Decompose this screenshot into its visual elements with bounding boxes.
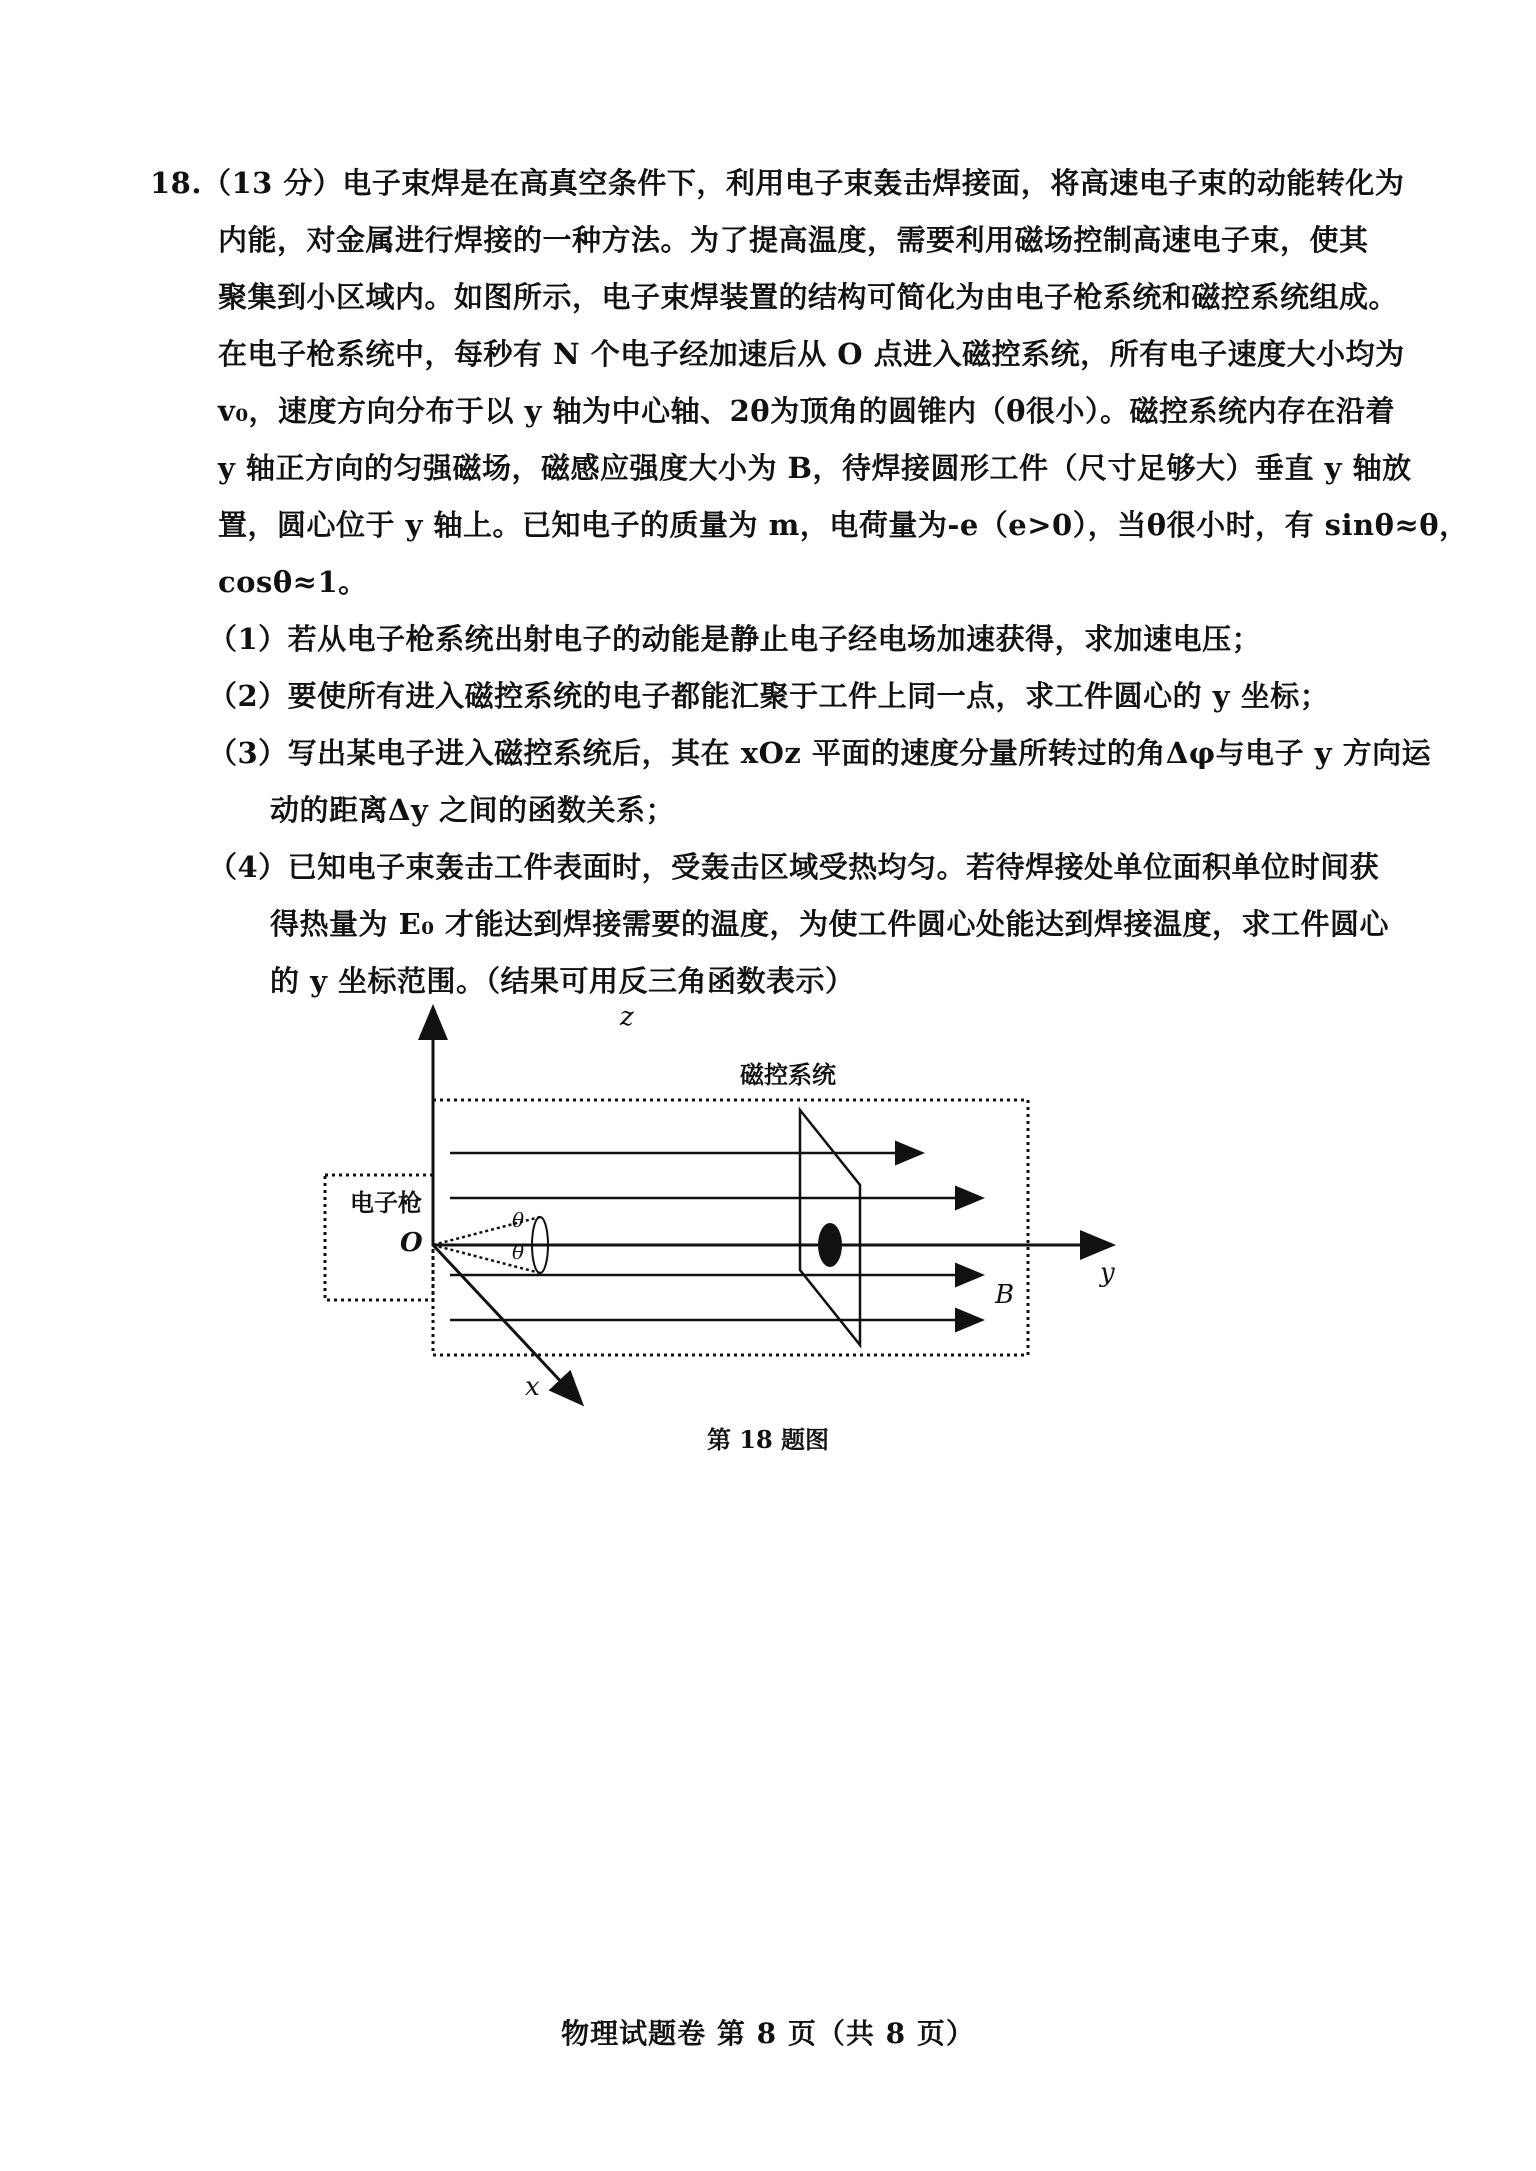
theta-lower-label: θ [512,1240,525,1264]
question-line: 内能，对金属进行焊接的一种方法。为了提高温度，需要利用磁场控制高速电子束，使其 [218,223,1369,257]
question-line: y 轴正方向的匀强磁场，磁感应强度大小为 B，待焊接圆形工件（尺寸足够大）垂直 y 轴放 [218,451,1412,485]
question-line: v₀，速度方向分布于以 y 轴为中心轴、2θ为顶角的圆锥内（θ很小）。磁控系统内存在沿着 [218,394,1395,428]
x-axis [433,1245,580,1402]
figure-18 [300,1000,1180,1470]
question-line: 置，圆心位于 y 轴上。已知电子的质量为 m，电荷量为-e（e>0），当θ很小时，有 sinθ≈θ， [218,508,1469,542]
subquestion-3-cont: 动的距离Δy 之间的函数关系； [270,793,675,827]
question-line: cosθ≈1。 [218,565,368,599]
question-line: 18.（13 分）电子束焊是在高真空条件下，利用电子束轰击焊接面，将高速电子束的动能转化为 [150,166,1405,200]
question-line: 聚集到小区域内。如图所示，电子束焊装置的结构可简化为由电子枪系统和磁控系统组成。 [218,280,1399,314]
figure-caption: 第 18 题图 [706,1425,830,1454]
magnetic-system-label: 磁控系统 [740,1060,836,1089]
subquestion-4-cont: 的 y 坐标范围。（结果可用反三角函数表示） [270,964,855,998]
theta-upper-label: θ [512,1208,525,1232]
z-axis-label: z [620,1002,634,1032]
page-footer: 物理试题卷 第 8 页（共 8 页） [561,2017,975,2050]
subquestion-1: （1）若从电子枪系统出射电子的动能是静止电子经电场加速获得，求加速电压； [208,622,1262,656]
electron-gun-label: 电子枪 [350,1188,422,1217]
y-axis-label: y [1100,1258,1115,1288]
subquestion-4: （4）已知电子束轰击工件表面时，受轰击区域受热均匀。若待焊接处单位面积单位时间获 [208,850,1380,884]
subquestion-4-cont: 得热量为 E₀ 才能达到焊接需要的温度，为使工件圆心处能达到焊接温度，求工件圆心 [270,907,1389,941]
focus-spot [818,1223,842,1267]
b-field-label: B [995,1280,1015,1310]
origin-label: O [400,1228,423,1258]
subquestion-2: （2）要使所有进入磁控系统的电子都能汇聚于工件上同一点，求工件圆心的 y 坐标； [208,679,1330,713]
x-axis-label: x [525,1372,540,1402]
question-line: 在电子枪系统中，每秒有 N 个电子经加速后从 O 点进入磁控系统，所有电子速度大小均为 [218,337,1405,371]
subquestion-3: （3）写出某电子进入磁控系统后，其在 xOz 平面的速度分量所转过的角Δφ与电子 y 方向运 [208,736,1432,770]
